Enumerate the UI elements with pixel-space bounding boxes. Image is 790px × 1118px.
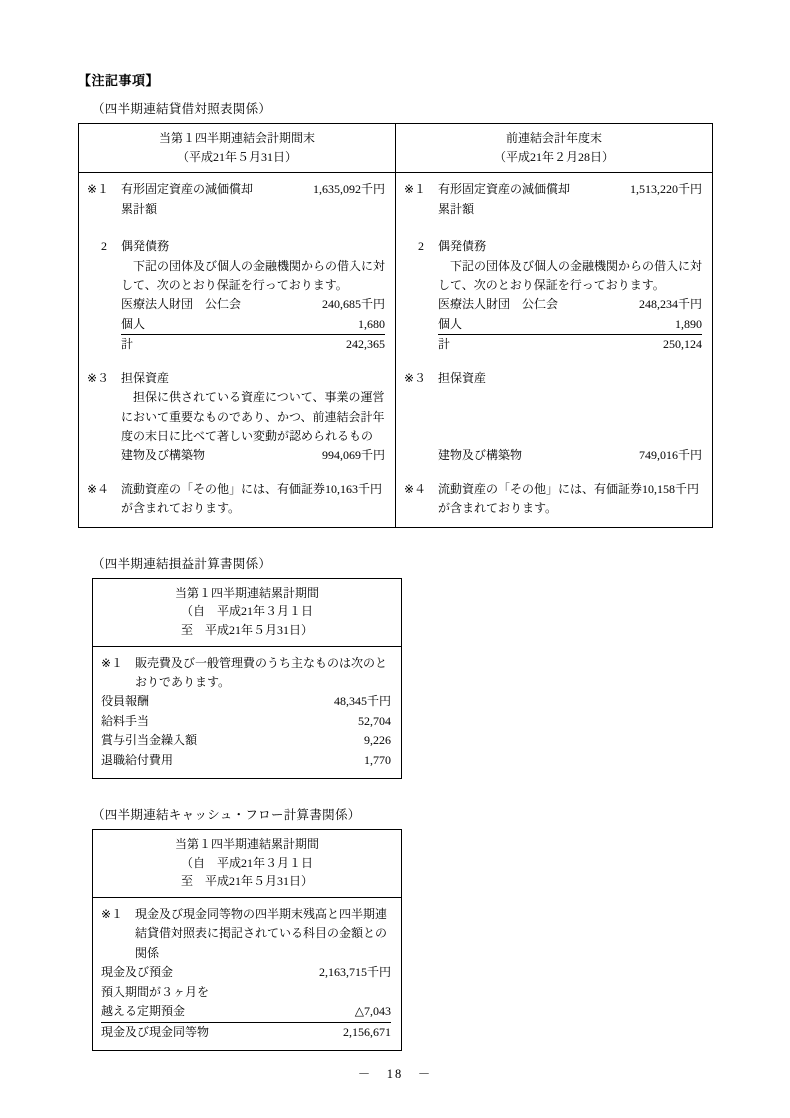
bs-previous-note2-item1-value: 1,890 xyxy=(675,316,702,331)
cf-item1-value: △7,043 xyxy=(354,1004,391,1019)
bs-current-note4-mark: ※４ xyxy=(87,481,110,496)
bs-current-note1-value: 1,635,092千円 xyxy=(312,182,385,197)
bs-previous-note3-item0-label: 建物及び構築物 xyxy=(438,448,523,463)
page-title: 【注記事項】 xyxy=(78,73,160,88)
bs-current-note2-mark: 2 xyxy=(101,239,107,254)
bs-current-note4-text: 流動資産の「その他」には、有価証券10,163千円が含まれております。 xyxy=(121,481,383,516)
list-item-total xyxy=(121,335,385,355)
bs-current-note1 xyxy=(87,180,385,219)
bs-current-note3-title: 担保資産 xyxy=(121,370,170,385)
bs-header-previous-line2: （平成21年２月28日） xyxy=(493,149,614,164)
list-item xyxy=(101,731,391,750)
bs-current-note3-item0-label: 建物及び構築物 xyxy=(121,448,206,463)
pl-header-line3: 至 平成21年５月31日） xyxy=(180,622,313,637)
cf-cell xyxy=(93,897,402,1050)
bs-previous-note1-mark: ※１ xyxy=(404,182,427,197)
bs-previous-note2-total-value: 250,124 xyxy=(574,335,702,355)
pl-item0-label: 役員報酬 xyxy=(101,694,150,709)
pl-header-line2: （自 平成21年３月１日 xyxy=(180,604,313,619)
bs-current-note2-items xyxy=(121,295,385,354)
bs-current-note1-label: 有形固定資産の減価償却累計額 xyxy=(121,182,254,216)
bs-previous-note2-lead: 下記の団体及び個人の金融機関からの借入に対して、次のとおり保証を行っております。 xyxy=(438,258,703,292)
pl-cell xyxy=(93,646,402,779)
cf-header-line3: 至 平成21年５月31日） xyxy=(180,874,313,889)
bs-previous-note1-value: 1,513,220千円 xyxy=(629,182,702,197)
pl-note1-mark: ※１ xyxy=(101,655,124,670)
bs-current-note4 xyxy=(87,480,385,519)
bs-previous-note2-total-label: 計 xyxy=(438,335,574,355)
bs-current-note3-item0-value: 994,069千円 xyxy=(321,448,385,463)
list-item xyxy=(438,315,702,335)
bs-previous-note1 xyxy=(404,180,702,219)
bs-previous-note4-mark: ※４ xyxy=(404,481,427,496)
bs-current-note2-item0-value: 240,685千円 xyxy=(321,297,385,312)
bs-previous-note2-items xyxy=(438,295,702,354)
cf-header xyxy=(93,830,402,898)
bs-header-current-line1: 当第１四半期連結会計期間末 xyxy=(158,131,315,145)
table-header-row xyxy=(93,578,402,646)
income-statement-subheading: （四半期連結損益計算書関係） xyxy=(92,556,272,571)
cf-total-value: 2,156,671 xyxy=(279,1022,391,1042)
cf-note1 xyxy=(101,905,391,963)
bs-previous-note2-mark: 2 xyxy=(418,239,424,254)
bs-previous-note2-title: 偶発債務 xyxy=(438,239,487,254)
list-item-total xyxy=(438,335,702,355)
list-item xyxy=(101,983,391,1002)
list-item xyxy=(101,692,391,711)
cf-header-line2: （自 平成21年３月１日 xyxy=(180,855,313,870)
bs-previous-note3 xyxy=(404,369,702,466)
pl-item1-label: 給料手当 xyxy=(101,713,150,728)
table-header-row xyxy=(79,124,713,173)
bs-current-note2-item1-value: 1,680 xyxy=(358,316,385,331)
balance-sheet-table xyxy=(78,123,713,528)
balance-sheet-subheading: （四半期連結貸借対照表関係） xyxy=(92,102,272,116)
pl-header xyxy=(93,578,402,646)
cf-header-line1: 当第１四半期連結累計期間 xyxy=(174,837,319,852)
page-number: － 18 － xyxy=(357,1067,433,1081)
list-item xyxy=(121,446,385,465)
cf-total-label: 現金及び現金同等物 xyxy=(101,1022,279,1042)
bs-current-note2-item1-label: 個人 xyxy=(121,316,146,331)
bs-current-note2-title: 偶発債務 xyxy=(121,239,170,254)
list-item xyxy=(101,963,391,982)
cf-item1-label2: 越える定期預金 xyxy=(101,1004,186,1019)
cf-note1-items xyxy=(101,963,391,1042)
bs-previous-note4 xyxy=(404,480,702,519)
bs-previous-note2 xyxy=(404,237,702,355)
cash-flow-table xyxy=(92,829,402,1051)
bs-previous-note3-mark: ※３ xyxy=(404,370,427,385)
bs-current-note2-lead: 下記の団体及び個人の金融機関からの借入に対して、次のとおり保証を行っております。 xyxy=(121,258,386,292)
bs-previous-note2-item1-label: 個人 xyxy=(438,316,463,331)
bs-previous-note3-title: 担保資産 xyxy=(438,370,487,385)
bs-current-note2-total-value: 242,365 xyxy=(257,335,385,355)
bs-current-note1-mark: ※１ xyxy=(87,182,110,197)
bs-current-note3-mark: ※３ xyxy=(87,370,110,385)
bs-current-note3-items xyxy=(121,446,385,465)
pl-item2-label: 賞与引当金繰入額 xyxy=(101,733,198,748)
table-body-row xyxy=(79,173,713,528)
list-item xyxy=(438,295,702,314)
pl-header-line1: 当第１四半期連結累計期間 xyxy=(174,585,319,600)
cf-note1-lead: 現金及び現金同等物の四半期末残高と四半期連結貸借対照表に掲記されている科目の金額との関係 xyxy=(135,906,388,960)
cf-note1-mark: ※１ xyxy=(101,906,124,921)
list-item xyxy=(101,751,391,770)
table-body-row xyxy=(93,897,402,1050)
pl-note1-items xyxy=(101,692,391,770)
list-item xyxy=(101,712,391,731)
bs-cell-current xyxy=(79,173,396,528)
bs-previous-note3-item0-value: 749,016千円 xyxy=(638,448,702,463)
list-item xyxy=(121,295,385,314)
cf-item1-label: 預入期間が３ヶ月を xyxy=(101,984,210,999)
pl-item3-label: 退職給付費用 xyxy=(101,752,174,767)
bs-current-note2 xyxy=(87,237,385,355)
table-body-row xyxy=(93,646,402,779)
bs-header-current xyxy=(79,124,396,173)
bs-header-previous xyxy=(396,124,713,173)
cash-flow-subheading: （四半期連結キャッシュ・フロー計算書関係） xyxy=(92,808,361,823)
bs-cell-previous xyxy=(396,173,713,528)
pl-item3-value: 1,770 xyxy=(364,752,391,767)
bs-previous-note3-items xyxy=(438,446,702,465)
bs-current-note3 xyxy=(87,369,385,466)
bs-current-note3-lead: 担保に供されている資産について、事業の運営において重要なものであり、かつ、前連結会計年度の末日に比べて著しい変動が認められるもの xyxy=(121,390,385,443)
bs-header-previous-line1: 前連結会計年度末 xyxy=(505,131,602,145)
list-item-total xyxy=(101,1022,391,1042)
bs-previous-note4-text: 流動資産の「その他」には、有価証券10,158千円が含まれております。 xyxy=(438,481,700,515)
pl-note1-lead: 販売費及び一般管理費のうち主なものは次のとおりであります。 xyxy=(135,655,388,689)
bs-current-note2-total-label: 計 xyxy=(121,335,257,355)
income-statement-table xyxy=(92,578,402,779)
cf-item0-value: 2,163,715千円 xyxy=(318,965,391,980)
list-item xyxy=(101,1002,391,1022)
pl-note1 xyxy=(101,654,391,693)
cf-item0-label: 現金及び預金 xyxy=(101,965,174,980)
pl-item1-value: 52,704 xyxy=(358,713,391,728)
pl-item2-value: 9,226 xyxy=(364,733,391,748)
table-header-row xyxy=(93,830,402,898)
bs-previous-note2-item0-value: 248,234千円 xyxy=(638,297,702,312)
bs-previous-note2-item0-label: 医療法人財団 公仁会 xyxy=(438,297,559,312)
bs-header-current-line2: （平成21年５月31日） xyxy=(176,149,297,164)
list-item xyxy=(438,446,702,465)
list-item xyxy=(121,315,385,335)
bs-current-note2-item0-label: 医療法人財団 公仁会 xyxy=(121,297,242,312)
pl-item0-value: 48,345千円 xyxy=(333,694,391,709)
bs-previous-note1-label: 有形固定資産の減価償却累計額 xyxy=(438,182,571,216)
